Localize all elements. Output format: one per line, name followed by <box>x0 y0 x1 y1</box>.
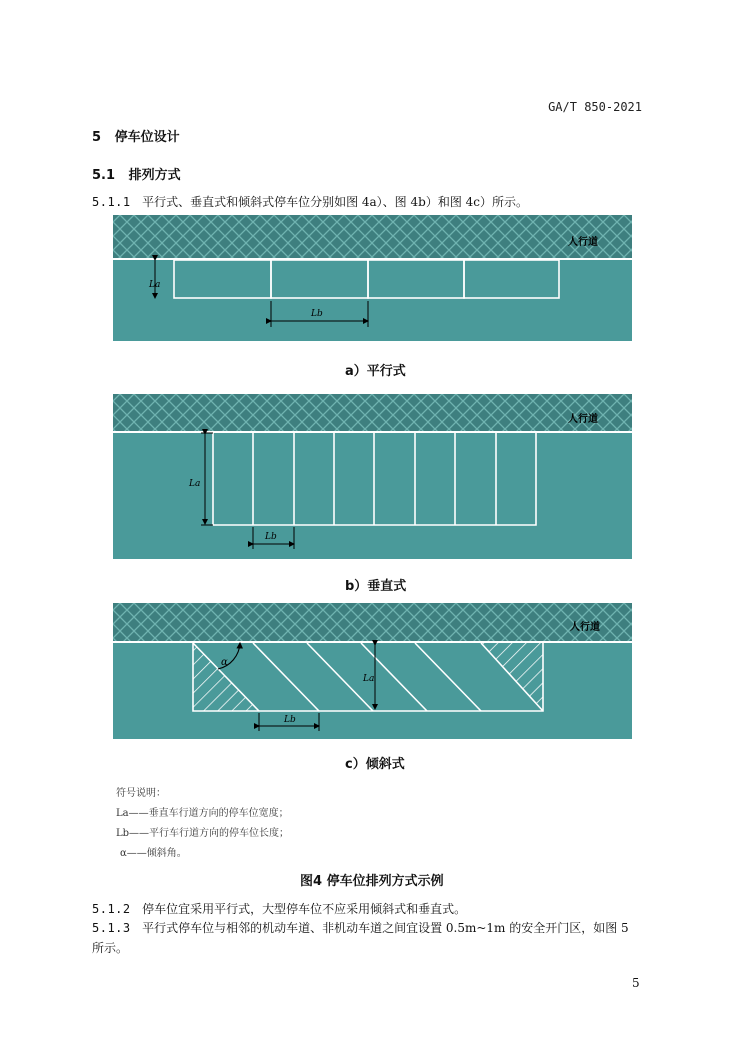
sidewalk-label: 人行道 <box>568 237 598 248</box>
la-label: La <box>189 479 201 489</box>
caption-a: a）平行式 <box>345 364 406 379</box>
section-number: 5 <box>92 130 102 145</box>
section-heading <box>92 126 180 145</box>
figure-angled <box>113 603 632 739</box>
la-label: La <box>149 280 161 290</box>
subsection-heading <box>92 164 181 183</box>
subsection-title: 排列方式 <box>128 168 181 183</box>
caption-b: b）垂直式 <box>345 579 407 594</box>
sidewalk-label: 人行道 <box>570 622 600 633</box>
section-title: 停车位设计 <box>114 130 180 145</box>
legend-la: La——垂直车行道方向的停车位宽度； <box>116 808 289 819</box>
page-number: 5 <box>632 976 640 990</box>
lb-label: Lb <box>265 532 277 542</box>
clause-text: 平行式、垂直式和倾斜式停车位分别如图 4a）、图 4b）和图 4c）所示。 <box>142 195 528 209</box>
lb-label: Lb <box>284 715 296 725</box>
figure-parallel <box>113 215 632 341</box>
clause-text: 停车位宜采用平行式，大型停车位不应采用倾斜式和垂直式。 <box>142 902 467 916</box>
clause-number: 5.1.1 <box>92 195 131 209</box>
clause-5-1-2 <box>92 900 466 917</box>
subsection-number: 5.1 <box>92 168 116 183</box>
lb-label: Lb <box>311 309 323 319</box>
clause-5-1-3 <box>92 919 652 936</box>
legend-title: 符号说明： <box>116 788 166 799</box>
figure-title: 图4 停车位排列方式示例 <box>300 874 444 889</box>
legend-alpha: α——倾斜角。 <box>120 848 187 859</box>
sidewalk <box>113 603 632 641</box>
clause-5-1-3-continued: 所示。 <box>92 941 129 955</box>
clause-text: 平行式停车位与相邻的机动车道、非机动车道之间宜设置 0.5m~1m 的安全开门区，如图 5 <box>142 921 629 935</box>
clause-number: 5.1.3 <box>92 921 131 935</box>
caption-c: c）倾斜式 <box>345 757 405 772</box>
standard-number: GA/T 850-2021 <box>548 100 642 114</box>
alpha-label: α <box>221 657 228 668</box>
figure-perpendicular <box>113 394 632 559</box>
sidewalk <box>113 215 632 258</box>
clause-5-1-1 <box>92 193 528 210</box>
legend-lb: Lb——平行车行道方向的停车位长度； <box>116 828 290 839</box>
la-label: La <box>363 674 375 684</box>
clause-number: 5.1.2 <box>92 902 131 916</box>
sidewalk <box>113 394 632 431</box>
sidewalk-label: 人行道 <box>568 414 598 425</box>
